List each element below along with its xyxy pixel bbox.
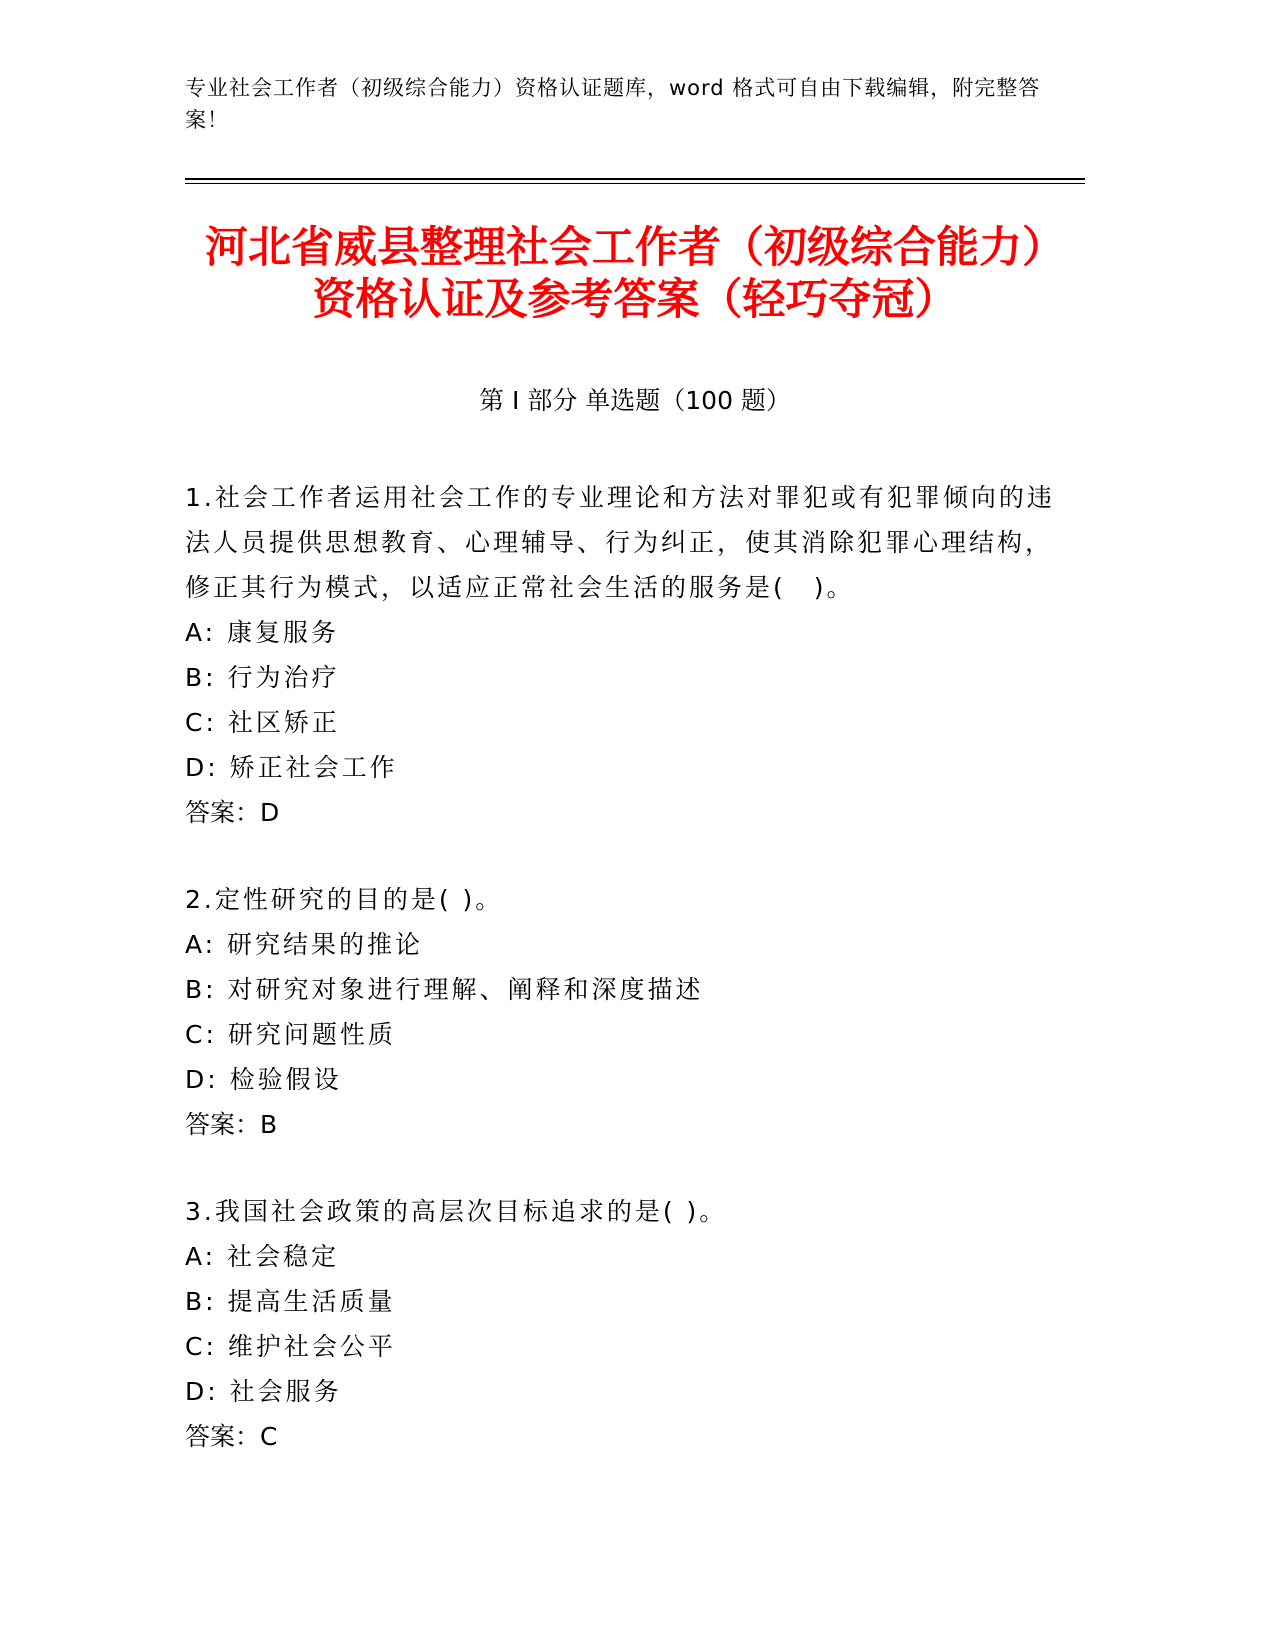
question-2	[185, 877, 1065, 1147]
answer: 答案：C	[185, 1422, 278, 1451]
header-note: 专业社会工作者（初级综合能力）资格认证题库，word 格式可自由下载编辑，附完整答案！	[185, 76, 1041, 132]
document-title: 河北省威县整理社会工作者（初级综合能力）资格认证及参考答案（轻巧夺冠）	[205, 223, 1065, 325]
option-d: D: 矫正社会工作	[185, 753, 398, 782]
option-b: B: 对研究对象进行理解、阐释和深度描述	[185, 975, 704, 1004]
option-a: A: 研究结果的推论	[185, 930, 424, 959]
question-1	[185, 475, 1065, 835]
option-d: D: 社会服务	[185, 1377, 342, 1406]
question-list	[185, 475, 1065, 1501]
question-stem: 2.定性研究的目的是( )。	[185, 885, 504, 914]
option-b: B: 行为治疗	[185, 663, 340, 692]
option-b: B: 提高生活质量	[185, 1287, 396, 1316]
option-a: A: 康复服务	[185, 618, 340, 647]
option-c: C: 社区矫正	[185, 708, 340, 737]
question-stem: 3.我国社会政策的高层次目标追求的是( )。	[185, 1197, 728, 1226]
option-d: D: 检验假设	[185, 1065, 342, 1094]
header-divider-thin	[185, 183, 1085, 184]
option-a: A: 社会稳定	[185, 1242, 340, 1271]
header-divider-thick	[185, 178, 1085, 180]
answer: 答案：D	[185, 798, 280, 827]
question-3	[185, 1189, 1065, 1459]
option-c: C: 维护社会公平	[185, 1332, 396, 1361]
section-title: 第 I 部分 单选题（100 题）	[479, 386, 791, 415]
answer: 答案：B	[185, 1110, 278, 1139]
option-c: C: 研究问题性质	[185, 1020, 396, 1049]
question-stem: 1.社会工作者运用社会工作的专业理论和方法对罪犯或有犯罪倾向的违法人员提供思想教育、心理辅导、行为纠正，使其消除犯罪心理结构，修正其行为模式，以适应正常社会生活的服务是( )。	[185, 483, 1055, 602]
